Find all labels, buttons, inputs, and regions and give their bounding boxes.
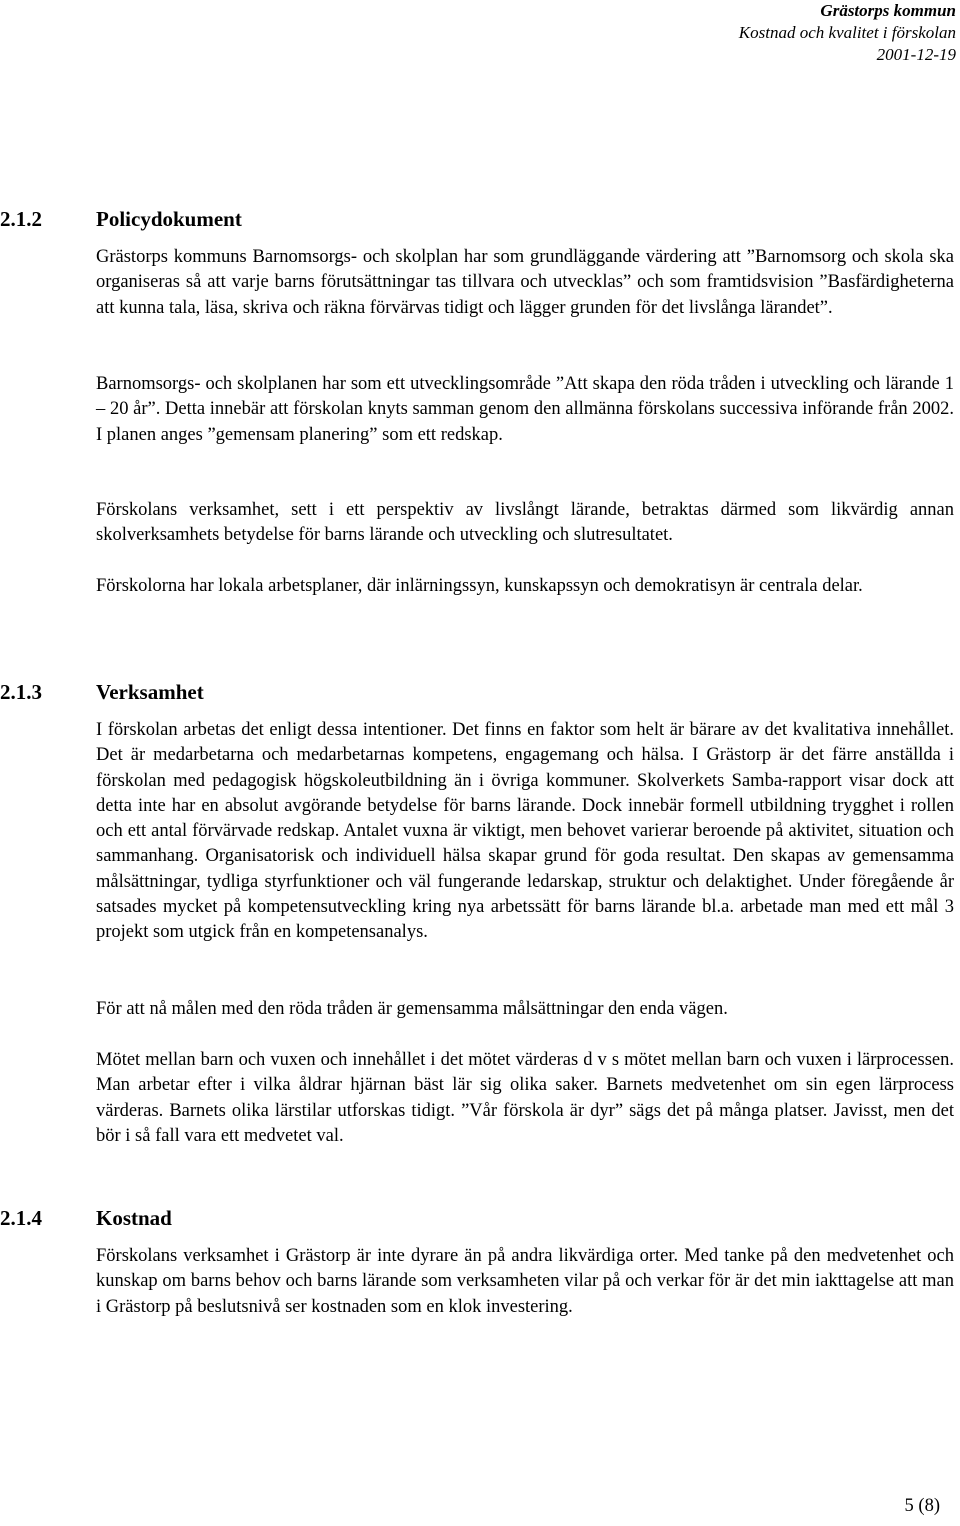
page-header [739, 0, 956, 66]
paragraph: Förskolans verksamhet i Grästorp är inte dyrare än på andra likvärdiga orter. Med tanke på den medvetenhet och kunskap om barns behov och barns lärande som verksamheten vilar på och verkar för är det min iakttagelse att man i Grästorp på beslutsnivå ser kostnaden som en klok investering. [96, 1246, 954, 1317]
section-number: 2.1.3 [0, 680, 42, 704]
paragraph: Förskolorna har lokala arbetsplaner, där inlärningssyn, kunskapssyn och demokratisyn är centrala delar. [96, 576, 863, 596]
section-heading-policydokument [0, 206, 242, 232]
section-number: 2.1.4 [0, 1206, 42, 1230]
paragraph: I förskolan arbetas det enligt dessa intentioner. Det finns en faktor som helt är bärare av det kvalitativa innehållet. Det är medarbetarna och medarbetarnas kompetens, engagemang och hälsa. I Grästorp är det färre anställda i förskolan med pedagogisk högskoleutbildning än i övriga kommuner. Skolverkets Samba-rapport visar dock att detta inte har en absolut avgörande betydelse för barns lärande. Dock innebär formell utbildning trygghet i rollen och ett antal förvärvade redskap. Antalet vuxna är viktigt, men behovet varierar beroende på aktivitet, situation och sammanhang. Organisatorisk och individuell hälsa skapar grund för goda resultat. Den skapas av gemensamma målsättningar, tydliga styrfunktioner och väl fungerande ledarskap, struktur och delaktighet. Under föregående år satsades mycket på kompetensutveckling kring nya arbetssätt för barns lärande bl.a. arbetade man med ett mål 3 projekt som utgick från en kompetensanalys. [96, 720, 954, 943]
report-date: 2001-12-19 [876, 45, 956, 64]
section-heading-kostnad [0, 1205, 172, 1231]
section-title: Kostnad [96, 1206, 172, 1230]
page-number: 5 (8) [904, 1496, 940, 1516]
section-title: Verksamhet [96, 680, 204, 704]
paragraph: Barnomsorgs- och skolplanen har som ett utvecklingsområde ”Att skapa den röda tråden i utveckling och lärande 1 – 20 år”. Detta innebär att förskolan knyts samman genom den allmänna förskolans successiva införande från 2002. I planen anges ”gemensam planering” som ett redskap. [96, 374, 954, 445]
paragraph: Grästorps kommuns Barnomsorgs- och skolplan har som grundläggande värdering att ”Barnomsorg och skola ska organiseras så att varje barns förutsättningar tas tillvara och utvecklas” och som framtidsvision ”Basfärdigheterna att kunna tala, läsa, skriva och räkna förvärvas tidigt och lägger grunden för det livslånga lärandet”. [96, 247, 954, 318]
paragraph: För att nå målen med den röda tråden är gemensamma målsättningar den enda vägen. [96, 999, 728, 1019]
section-number: 2.1.2 [0, 207, 42, 231]
paragraph: Mötet mellan barn och vuxen och innehållet i det mötet värderas d v s mötet mellan barn och vuxen i lärprocessen. Man arbetar efter i vilka åldrar hjärnan bäst lär sig olika saker. Barnets medvetenhet om sin egen lärprocess värderas. Barnets olika lärstilar utforskas tidigt. ”Vår förskola är dyr” sägs det på många platser. Javisst, men det bör i så fall vara ett medvetet val. [96, 1050, 954, 1146]
section-heading-verksamhet [0, 679, 204, 705]
paragraph: Förskolans verksamhet, sett i ett perspektiv av livslångt lärande, betraktas därmed som likvärdig annan skolverksamhets betydelse för barns lärande och utveckling och slutresultatet. [96, 500, 954, 546]
report-title: Kostnad och kvalitet i förskolan [738, 23, 956, 42]
section-title: Policydokument [96, 207, 242, 231]
organization-name: Grästorps kommun [820, 1, 956, 20]
